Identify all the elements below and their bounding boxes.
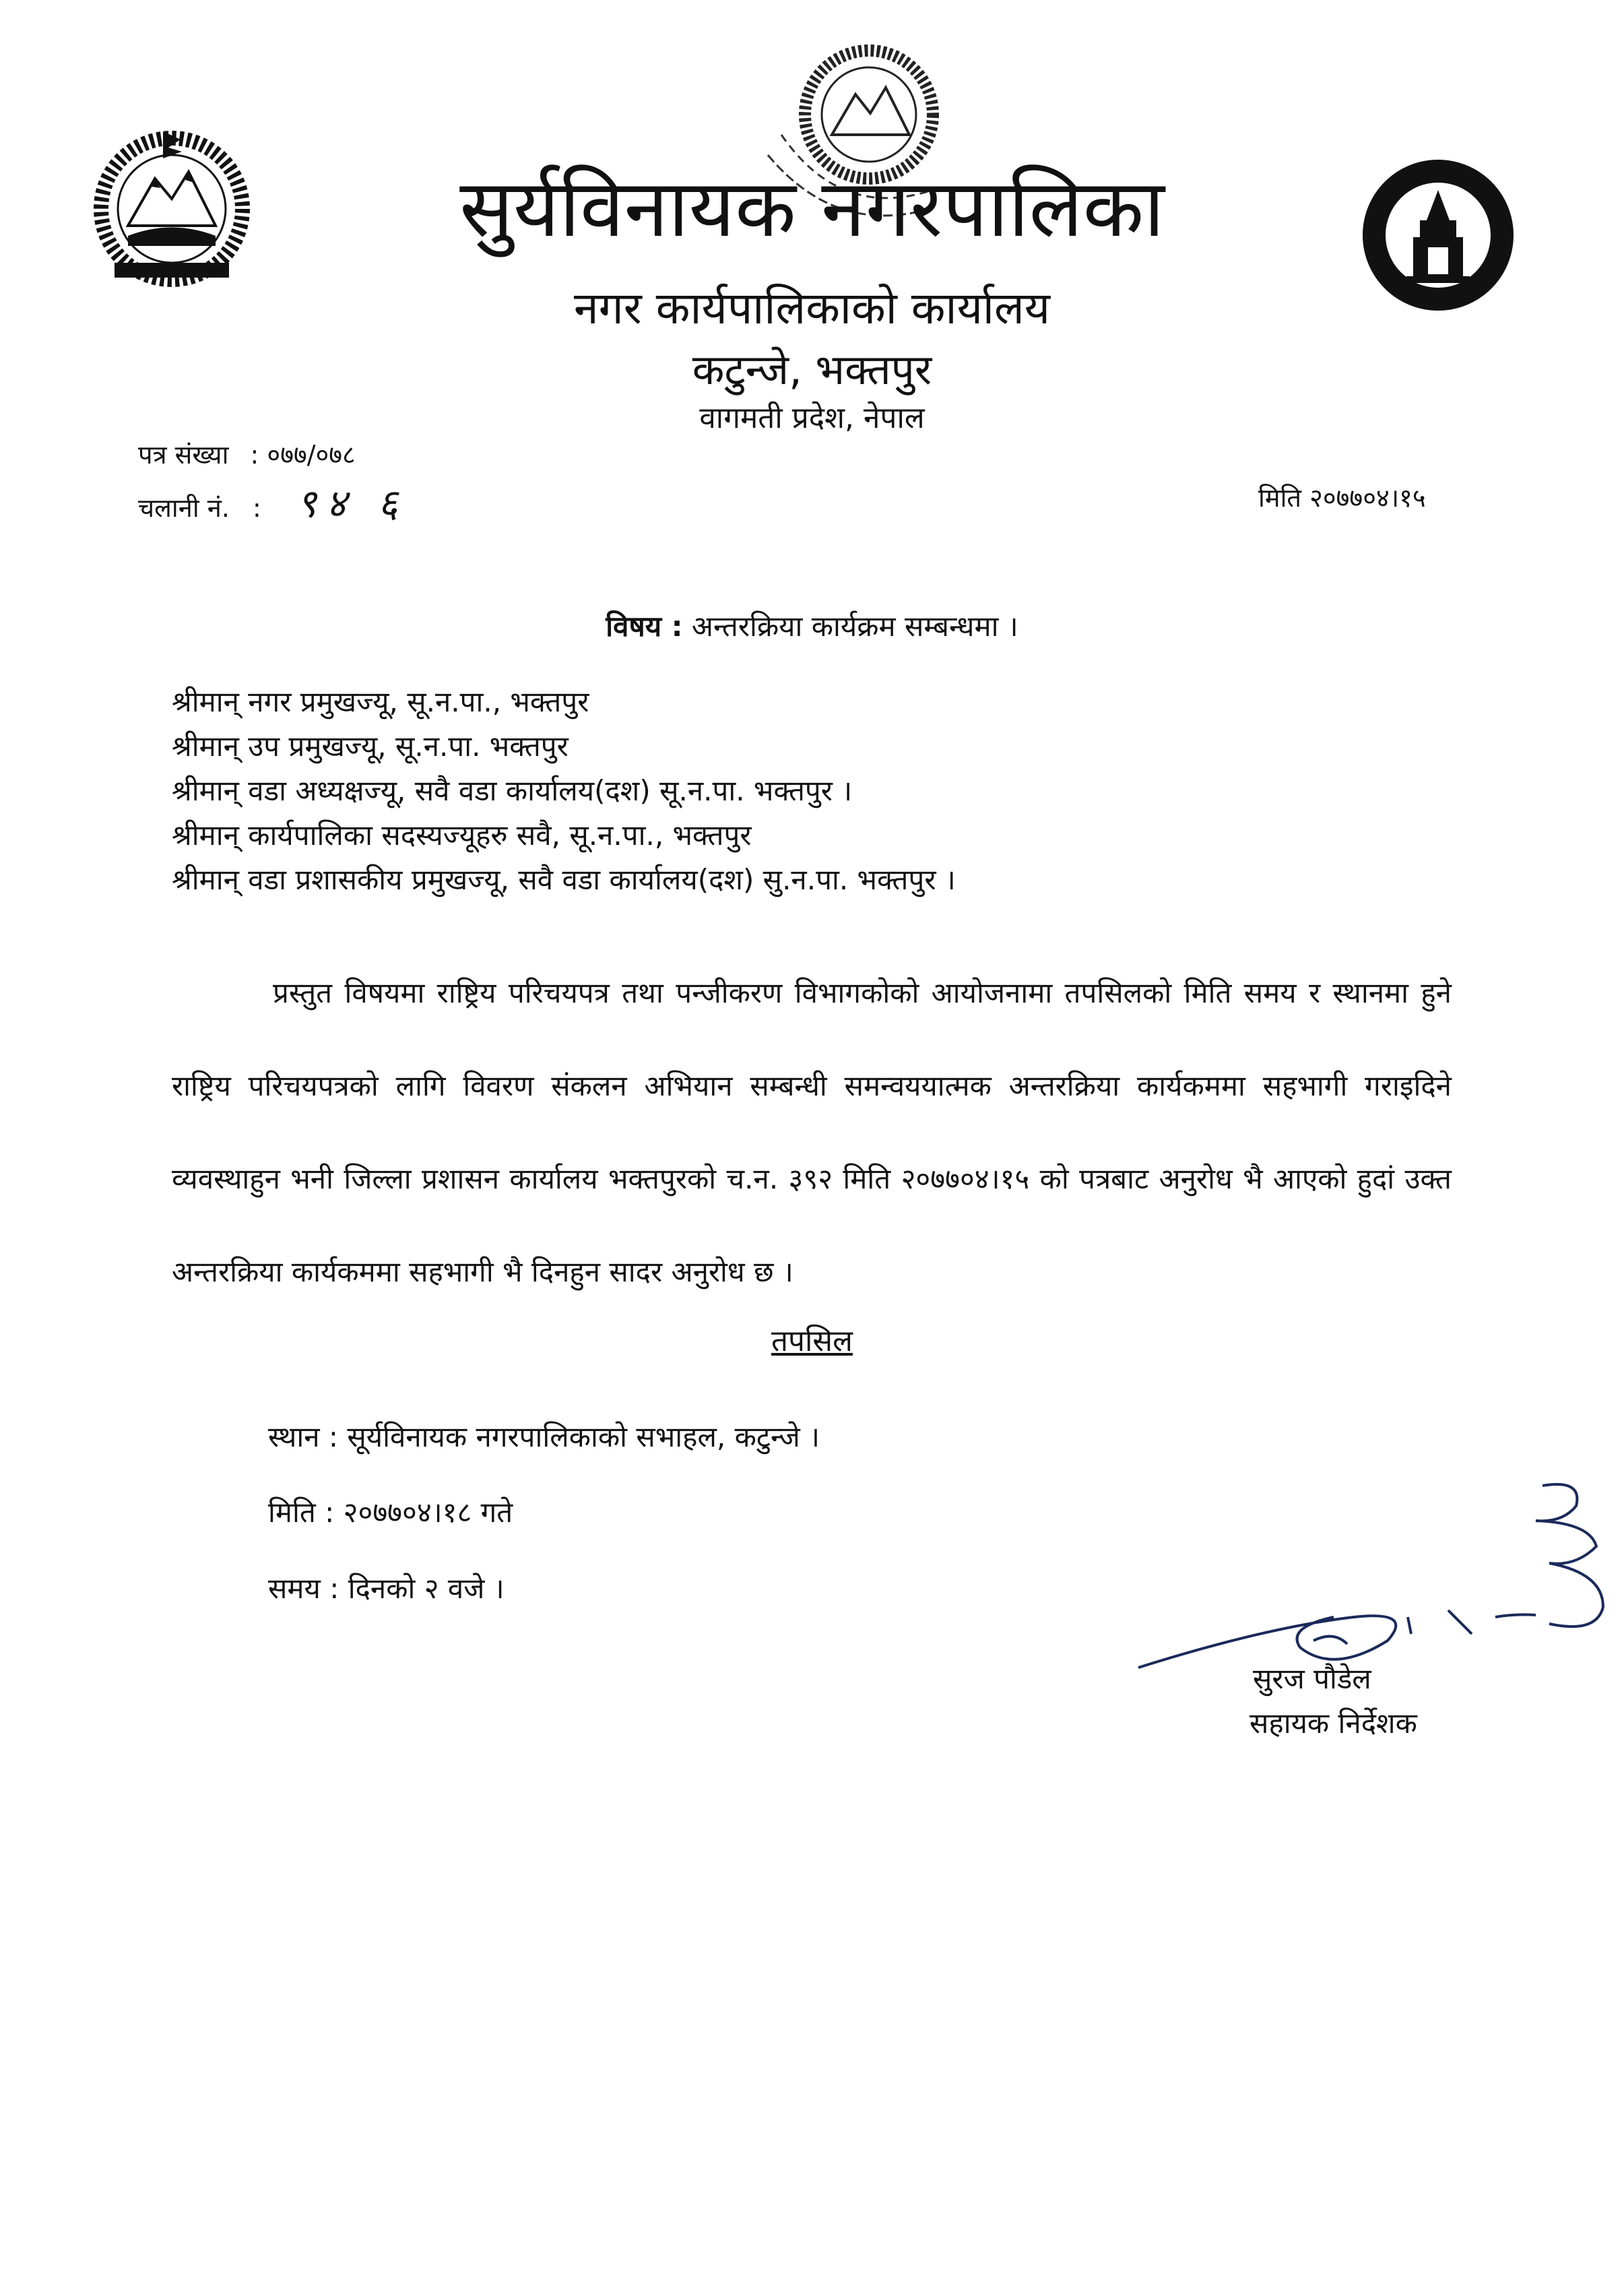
page-title: सुर्यविनायक नगरपालिका — [459, 162, 1165, 255]
event-place: स्थान : सूर्यविनायक नगरपालिकाको सभाहल, कटुन्जे । — [268, 1420, 820, 1453]
dispatch-number — [138, 475, 408, 528]
letter-number-label: पत्र संख्या — [138, 440, 229, 470]
subject-line — [0, 606, 1624, 645]
subject-label: विषय : — [606, 610, 683, 643]
tapasil-heading: तपसिल — [771, 1324, 853, 1358]
subject-text: अन्तरक्रिया कार्यक्रम सम्बन्धमा । — [682, 610, 1018, 643]
office-name: नगर कार्यपालिकाको कार्यालय — [574, 282, 1050, 334]
office-address: कटुन्जे, भक्तपुर — [692, 345, 932, 394]
letter-number-value: : ०७७/०७८ — [250, 440, 356, 470]
signatory-title: सहायक निर्देशक — [1249, 1707, 1417, 1740]
body-text: प्रस्तुत विषयमा राष्ट्रिय परिचयपत्र तथा पन्जीकरण विभागकोको आयोजनामा तपसिलको मिति समय र स्थानमा हुने राष्ट्रिय परिचयपत्रको लागि विवरण संकलन अभियान सम्बन्धी समन्वययात्मक अन्तरक्रिया कार्यकममा सहभागी गराइदिने व्यवस्थाहुन भनी जिल्ला प्रशासन कार्यालय भक्तपुरको च.न. ३९२ मिति २०७७०४।१५ को पत्रबाट अनुरोध भै आएको हुदां उक्त अन्तरक्रिया कार्यकममा सहभागी भै दिनहुन सादर अनुरोध छ । — [172, 976, 1452, 1288]
office-province: वागमती प्रदेश, नेपाल — [699, 401, 925, 435]
recipient-5: श्रीमान् वडा प्रशासकीय प्रमुखज्यू, सवै वडा कार्यालय(दश) सु.न.पा. भक्तपुर । — [172, 863, 956, 896]
event-time: समय : दिनको २ वजे । — [268, 1572, 505, 1605]
body-paragraph — [172, 947, 1452, 1319]
dispatch-number-value: ९४ ६ — [296, 480, 408, 526]
recipient-4: श्रीमान् कार्यपालिका सदस्यज्यूहरु सवै, सू.न.पा., भक्तपुर — [172, 819, 752, 852]
recipient-1: श्रीमान् नगर प्रमुखज्यू, सू.न.पा., भक्तपुर — [172, 685, 589, 718]
event-date: मिति : २०७७०४।१८ गते — [268, 1496, 513, 1529]
dispatch-colon: : — [253, 493, 261, 523]
signatory-name: सुरज पौडेल — [1253, 1662, 1371, 1695]
dispatch-number-label: चलानी नं. — [138, 493, 230, 523]
signature-icon — [1132, 1472, 1617, 1688]
recipient-2: श्रीमान् उप प्रमुखज्यू, सू.न.पा. भक्तपुर — [172, 730, 569, 763]
letter-number — [138, 437, 356, 472]
letter-date: मिति २०७७०४।१५ — [1258, 483, 1426, 513]
recipient-3: श्रीमान् वडा अध्यक्षज्यू, सवै वडा कार्यालय(दश) सू.न.पा. भक्तपुर । — [172, 774, 853, 807]
